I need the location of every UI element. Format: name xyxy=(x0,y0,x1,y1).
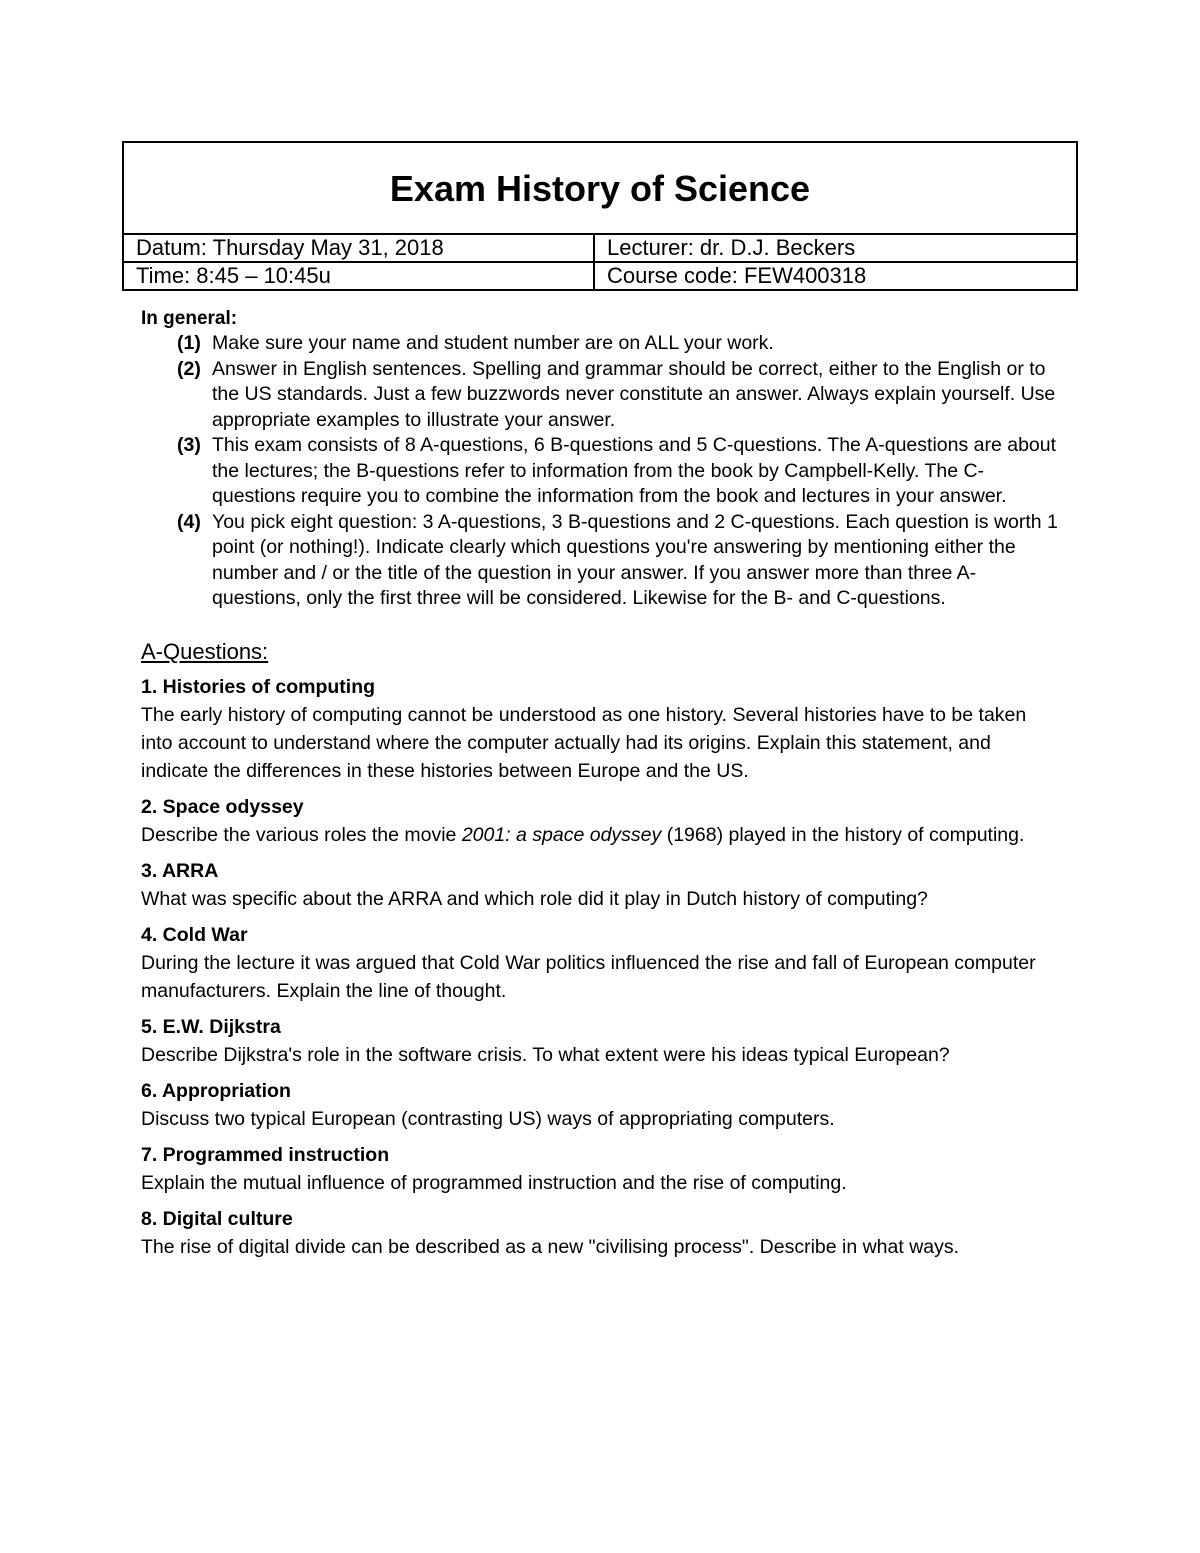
exam-content xyxy=(141,306,1061,1270)
exam-title: Exam History of Science xyxy=(389,168,811,209)
general-heading: In general: xyxy=(141,308,238,329)
question-body: Explain the mutual influence of programmed instruction and the rise of computing. xyxy=(141,1171,847,1194)
exam-header xyxy=(122,141,1078,291)
question-body: The early history of computing cannot be understood as one history. Several histories have to be taken into account to understand where the computer actually had its origins. Explain this statement, and indicate the differences in these histories between Europe and the US. xyxy=(141,703,1027,782)
rule-text: Answer in English sentences. Spelling and grammar should be correct, either to the English or to the US standards. Just a few buzzwords never constitute an answer. Always explain yourself. Use appropriate examples to illustrate your answer. xyxy=(212,357,1056,431)
question-body: Discuss two typical European (contrasting US) ways of appropriating computers. xyxy=(141,1107,835,1130)
question-item xyxy=(141,1014,1061,1069)
question-item xyxy=(141,1206,1061,1261)
exam-time: Time: 8:45 – 10:45u xyxy=(124,262,594,289)
question-item xyxy=(141,1142,1061,1197)
question-title: 6. Appropriation xyxy=(141,1079,291,1102)
general-rules-list xyxy=(141,331,1061,612)
rule-text: This exam consists of 8 A-questions, 6 B-questions and 5 C-questions. The A-questions are about the lectures; the B-questions refer to information from the book by Campbell-Kelly. The C-questions require you to combine the information from the book and lectures in your answer. xyxy=(212,434,1057,507)
rule-item xyxy=(141,357,1061,434)
rule-item xyxy=(141,331,1061,357)
rule-item xyxy=(141,433,1061,510)
course-code: Course code: FEW400318 xyxy=(594,262,1076,289)
question-title: 3. ARRA xyxy=(141,859,219,882)
exam-info-table xyxy=(124,233,1076,289)
rule-text: Make sure your name and student number are on ALL your work. xyxy=(212,332,774,354)
question-title: 2. Space odyssey xyxy=(141,795,304,818)
question-item xyxy=(141,794,1061,849)
question-body: What was specific about the ARRA and which role did it play in Dutch history of computing? xyxy=(141,887,928,910)
info-row xyxy=(124,262,1076,289)
question-body xyxy=(141,821,1061,849)
question-body: During the lecture it was argued that Cold War politics influenced the rise and fall of European computer manufacturers. Explain the line of thought. xyxy=(141,951,1036,1002)
rule-number: (1) xyxy=(177,332,201,354)
question-title: 8. Digital culture xyxy=(141,1207,293,1230)
question-item xyxy=(141,858,1061,913)
question-item xyxy=(141,674,1061,785)
rule-item xyxy=(141,510,1061,612)
question-title: 4. Cold War xyxy=(141,923,248,946)
rule-text: You pick eight question: 3 A-questions, 3 B-questions and 2 C-questions. Each question is worth 1 point (or nothing!). Indicate clearly which questions you're answering by mentioning either the number and / or the title of the question in your answer. If you answer more than three A-questions, only the first three will be considered. Likewise for the B- and C-questions. xyxy=(212,510,1058,609)
question-item xyxy=(141,922,1061,1005)
question-body-text: (1968) played in the history of computing. xyxy=(661,823,1025,846)
question-body: The rise of digital divide can be described as a new "civilising process". Describe in what ways. xyxy=(141,1235,960,1258)
info-row xyxy=(124,234,1076,262)
a-questions-heading: A-Questions: xyxy=(141,638,269,664)
question-item xyxy=(141,1078,1061,1133)
question-body-text: Describe the various roles the movie xyxy=(141,823,462,846)
rule-number: (4) xyxy=(177,510,201,533)
exam-date: Datum: Thursday May 31, 2018 xyxy=(124,234,594,262)
question-title: 5. E.W. Dijkstra xyxy=(141,1015,281,1038)
question-title: 1. Histories of computing xyxy=(141,675,376,698)
question-title: 7. Programmed instruction xyxy=(141,1143,390,1166)
rule-number: (3) xyxy=(177,434,201,456)
rule-number: (2) xyxy=(177,357,201,380)
question-body: Describe Dijkstra's role in the software crisis. To what extent were his ideas typical European? xyxy=(141,1043,950,1066)
movie-title: 2001: a space odyssey xyxy=(461,823,662,846)
exam-lecturer: Lecturer: dr. D.J. Beckers xyxy=(594,234,1076,262)
